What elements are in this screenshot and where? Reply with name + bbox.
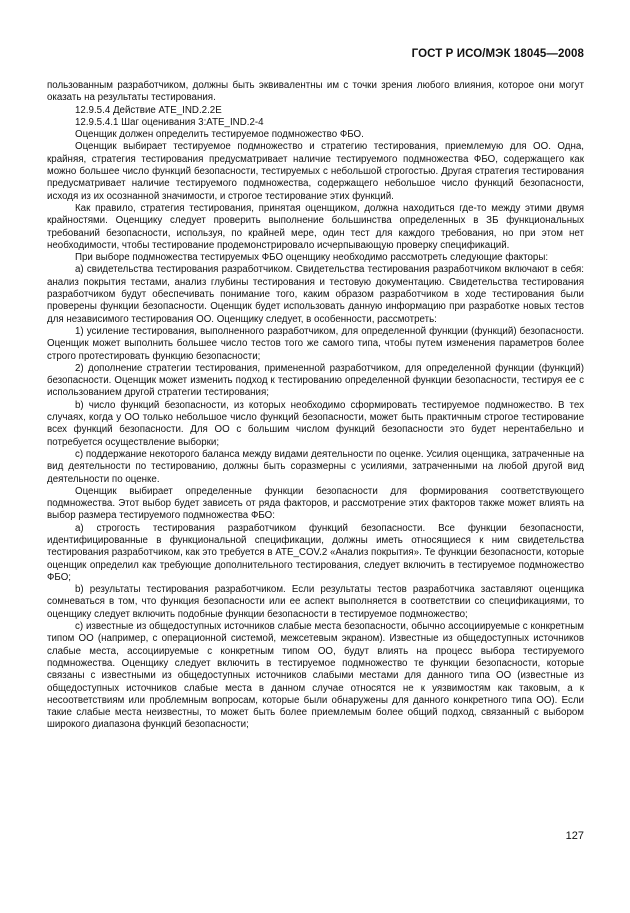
- list-item: а) свидетельства тестирования разработчиком. Свидетельства тестирования разработчиком включают в себя: анализ покрытия тестами, анализ глубины тестирования и тестовую документацию. Свидетельства тестирования разработчиком будут обеспечивать понимание того, каким образом разработчиком в ходе тестирования были проверены функции безопасности. Оценщик будет использовать данную информацию при разработке новых тестов для независимого тестирования ОО. Оценщику следует, в особенности, рассмотреть:: [47, 264, 584, 325]
- body-text: [47, 80, 584, 732]
- paragraph: Оценщик выбирает тестируемое подмножество и стратегию тестирования, приемлемую для ОО. Одна, крайняя, стратегия тестирования предусматривает наличие тестируемого подмножества ФБО, содержащего как можно большее число функций безопасности, тестируемых с небольшой строгостью. Другая стратегия тестирования предусматривает наличие тестируемого подмножества, содержащего небольшое число функций безопасности, исходя из их осознанной значимости, и строгое тестирование этих функций.: [47, 141, 584, 202]
- section-heading: 12.9.5.4 Действие ATE_IND.2.2E: [75, 104, 222, 116]
- paragraph: Оценщик должен определить тестируемое подмножество ФБО.: [75, 129, 364, 141]
- list-item: c) известные из общедоступных источников слабые места безопасности, обычно ассоциируемые с конкретным типом ОО (например, с операционной системой, межсетевым экраном). Известные из общедоступных источников слабые места, ассоциируемые с конкретным типом ОО, будут влиять на процесс выбора тестируемого подмножества. Оценщику следует включить в тестируемое подмножество те функции безопасности, которые связаны с известными из общедоступных источников слабыми местами для данного типа ОО (известные из общедоступных источников слабые места в данном случае относятся не к уязвимостям как таковым, а к несоответствиям или проблемным вопросам, которые были обнаружены для данного конкретного типа ОО). Если такие слабые места неизвестны, то может быть более приемлемым более общий подход, связанный с выбором широкого диапазона функций безопасности;: [47, 621, 584, 731]
- list-item: b) результаты тестирования разработчиком. Если результаты тестов разработчика заставляют оценщика сомневаться в том, что функция безопасности или ее аспект выполняется в соответствии со спецификациями, то оценщику следует включить подобные функции безопасности в тестируемое подмножество;: [47, 584, 584, 620]
- paragraph: Оценщик выбирает определенные функции безопасности для формирования соответствующего подмножества. Этот выбор будет зависеть от ряда факторов, и рассмотрение этих факторов также может влиять на выбор размера тестируемого подмножества ФБО:: [47, 485, 584, 522]
- list-item: 2) дополнение стратегии тестирования, примененной разработчиком, для определенной функции (функций) безопасности. Оценщик может изменить подход к тестированию определенной функции безопасности, тестируя ее с использованием другой стратегии тестирования;: [47, 362, 584, 399]
- paragraph: пользованным разработчиком, должны быть эквивалентны им с точки зрения любого влияния, которое они могут оказать на результаты тестирования.: [47, 80, 584, 104]
- list-item: b) число функций безопасности, из которых необходимо сформировать тестируемое подмножество. В тех случаях, когда у ОО только небольшое число функций безопасности, может быть практичным строгое тестирование всех функций безопасности. Для ОО с большим числом функций безопасности это будет нерентабельно и потребуется осуществление выборки;: [47, 399, 584, 448]
- standard-header: ГОСТ Р ИСО/МЭК 18045—2008: [411, 48, 584, 60]
- list-item: а) строгость тестирования разработчиком функций безопасности. Все функции безопасности, идентифицированные в функциональной спецификации, должны иметь относящиеся к ним свидетельства тестирования разработчиком, как это требуется в ATE_COV.2 «Анализ покрытия». Те функции безопасности, которые оценщик определил как требующие дополнительного тестирования, следует включить в тестируемое подмножество ФБО;: [47, 522, 584, 583]
- page-number: 127: [565, 830, 584, 842]
- paragraph: При выборе подмножества тестируемых ФБО оценщику необходимо рассмотреть следующие факторы:: [75, 252, 549, 264]
- list-item: 1) усиление тестирования, выполненного разработчиком, для определенной функции (функций) безопасности. Оценщик может выполнить большее число тестов того же самого типа, чтобы путем изменения параметров более строго протестировать функцию безопасности;: [47, 325, 584, 362]
- list-item: c) поддержание некоторого баланса между видами деятельности по оценке. Усилия оценщика, затраченные на вид деятельности по тестированию, должны быть соразмерны с усилиями, затраченными на любой другой вид деятельности по оценке.: [47, 448, 584, 485]
- section-heading: 12.9.5.4.1 Шаг оценивания 3:ATE_IND.2-4: [75, 116, 264, 128]
- paragraph: Как правило, стратегия тестирования, принятая оценщиком, должна находиться где-то между этими двумя крайностями. Оценщику следует проверить выполнение большинства определенных в ЗБ функциональных требований безопасности, используя, по крайней мере, один тест для каждого требования, но при этом нет необходимости, чтобы тестирование продемонстрировало исчерпывающую проверку спецификаций.: [47, 202, 584, 251]
